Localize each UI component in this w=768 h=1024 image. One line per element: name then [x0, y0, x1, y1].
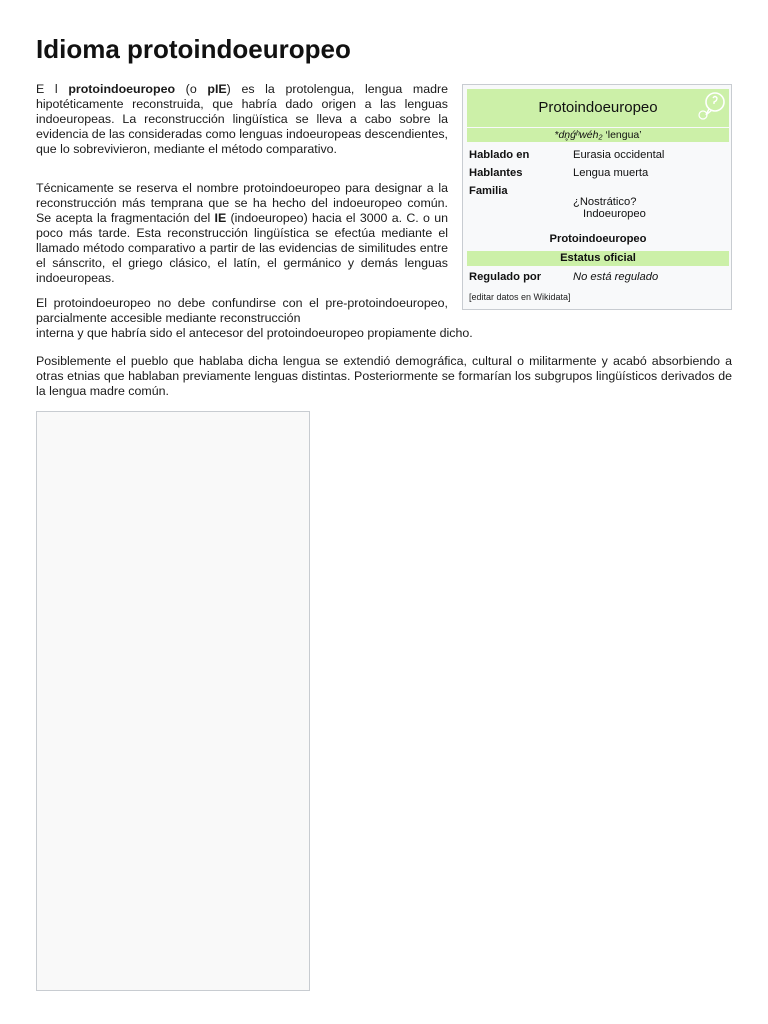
p3-text-a: El protoindoeuropeo no debe confundirse con el pre-protoindoeuropeo, parcialmente accesible mediante reconstrucción: [36, 296, 448, 325]
native-gloss: ‘lengua’: [602, 129, 642, 141]
speech-bubble-icon: [697, 91, 727, 121]
familia-protoindoeuropeo: Protoindoeuropeo: [549, 233, 647, 245]
p1-text-a: E l: [36, 82, 69, 96]
native-name: *dn̥ǵʰwéh₂: [554, 129, 603, 141]
technical-paragraph: [36, 181, 448, 286]
row-hablantes: [469, 167, 729, 183]
hablado-value: Eurasia occidental: [573, 149, 665, 161]
familia-nostratico[interactable]: ¿Nostrático?: [573, 196, 637, 208]
infobox-title: Protoindoeuropeo: [538, 99, 658, 116]
p3-text-b: interna y que habría sido el antecesor del protoindoeuropeo propiamente dicho.: [36, 326, 473, 340]
term-pie: pIE: [207, 82, 227, 96]
status-header: Estatus oficial: [467, 251, 729, 266]
hablado-label: Hablado en: [469, 149, 530, 161]
expansion-paragraph: Posiblemente el pueblo que hablaba dicha lengua se extendió demográfica, cultural o militarmente y acabó absorbiendo a otras etnias que hablaban previamente lenguas distintas. Posteriormente se formarían los subgrupos lingüísticos derivados de la lengua madre común.: [36, 354, 732, 398]
familia-indoeuropeo[interactable]: Indoeuropeo: [583, 208, 646, 220]
intro-paragraph: [36, 82, 448, 157]
page-title: Idioma protoindoeuropeo: [36, 34, 351, 64]
row-regulado: [469, 271, 729, 287]
term-protoindoeuropeo: protoindoeuropeo: [68, 82, 176, 96]
p1-text-c: (o: [175, 82, 208, 96]
infobox-native-name: [467, 128, 729, 142]
regulado-value: No está regulado: [573, 271, 659, 283]
hablantes-value: Lengua muerta: [573, 167, 649, 179]
term-ie: IE: [214, 211, 227, 225]
language-infobox: [462, 84, 732, 310]
hablantes-label: Hablantes: [469, 167, 523, 179]
p2-text-a: Técnicamente se reserva el nombre protoindoeuropeo para designar a la reconstrucción más temprana que se ha hecho del indoeuropeo común. Se acepta la fragmentación del: [36, 181, 448, 225]
row-hablado: [469, 149, 729, 165]
p2-text-c: (indoeuropeo) hacia el 3000 a. C. o un poco más tarde. Esta reconstrucción lingüística se efectúa mediante el llamado método comparativo a partir de las evidencias de similitudes entre el sánscrito, el griego clásico, el latín, el germánico y demás lenguas indoeuropeas.: [36, 211, 448, 285]
p1-text-d: ) es la protolengua, lengua madre hipotéticamente reconstruida, que habría dado origen a las lenguas indoeuropeas. La reconstrucción lingüística se lleva a cabo sobre la evidencia de las consideradas como lenguas indoeuropeas descendientes, que lo sobrevivieron, mediante el método comparativo.: [36, 82, 449, 156]
distinction-paragraph: [36, 296, 473, 341]
regulado-label: Regulado por: [469, 271, 542, 283]
familia-label: Familia: [469, 185, 508, 197]
image-placeholder: [36, 411, 310, 991]
edit-wikidata-link[interactable]: [editar datos en Wikidata]: [469, 292, 571, 302]
infobox-header: [467, 89, 729, 127]
